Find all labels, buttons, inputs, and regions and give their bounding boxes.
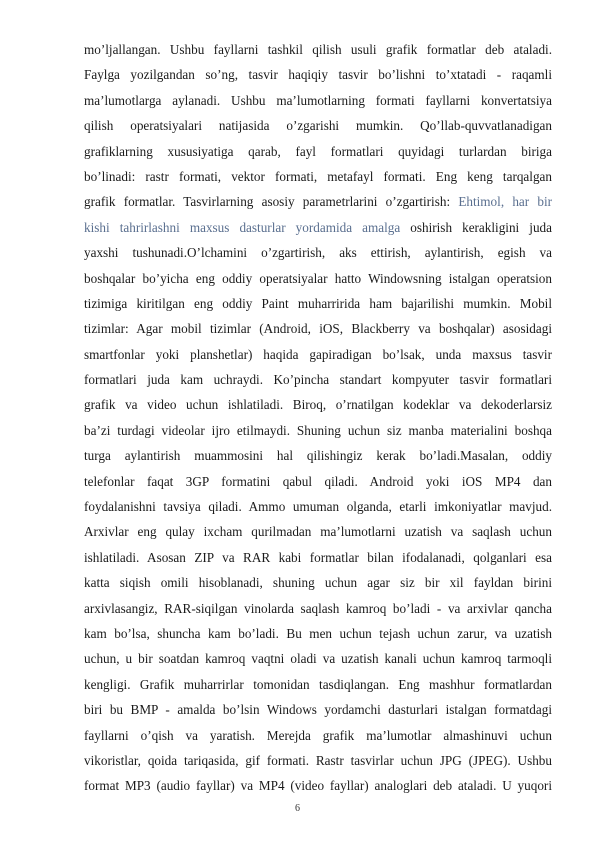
text-line: qilish operatsiyalari natijasida o’zgarishi mumkin. Qo’llab-quvvatlanadigan xyxy=(84,118,552,134)
text-line: biri bu BMP - amalda bo’lsin Windows yordamchi dasturlari istalgan formatdagi xyxy=(84,702,552,718)
text-line: tizimlar: Agar mobil tizimlar (Android, iOS, Blackberry va boshqalar) asosidagi xyxy=(84,321,552,337)
text-line: mo’ljallangan. Ushbu fayllarni tashkil qilish usuli grafik formatlar deb ataladi. xyxy=(84,42,552,57)
text-line: katta siqish omili hisoblanadi, shuning uchun agar siz bir xil fayldan birini xyxy=(84,575,552,591)
highlighted-text: Ehtimol, har bir xyxy=(450,194,553,210)
text-line: boshqalar bo’yicha eng oddiy operatsiyalar hatto Windowsning istalgan operatsion xyxy=(84,270,552,286)
text-line: tizimiga kiritilgan eng oddiy Paint muharririda ham bajarilishi mumkin. Mobil xyxy=(84,295,552,311)
text-line: smartfonlar yoki planshetlar) haqida gapiradigan bo’lsak, unda maxsus tasvir xyxy=(84,346,552,362)
text-line: grafik va video uchun ishlatiladi. Biroq, o’rnatilgan kodeklar va dekoderlarsiz xyxy=(84,397,552,413)
text-line: vikoristlar, qoida tariqasida, gif formati. Rastr tasvirlar uchun JPG (JPEG). Ushbu xyxy=(84,752,552,768)
page-number: 6 xyxy=(295,803,300,814)
text-line: grafiklarning xususiyatiga qarab, fayl formatlari quyidagi turlardan biriga xyxy=(84,143,552,159)
highlighted-text: kishi tahrirlashni maxsus dasturlar yordamida amalga xyxy=(84,219,401,235)
text-line: foydalanishni tavsiya qiladi. Ammo umuman olganda, etarli imkoniyatlar mavjud. xyxy=(84,499,552,515)
text-line: ma’lumotlarga aylanadi. Ushbu ma’lumotlarning formati fayllarni konvertatsiya xyxy=(84,92,552,108)
text-line: uchun, u bir soatdan kamroq vaqtni oladi va uzatish kanali uchun kamroq tarmoqli xyxy=(84,651,552,667)
text-line: yaxshi tushunadi.O’lchamini o’zgartirish, aks ettirish, aylantirish, egish va xyxy=(84,245,552,261)
text-line: formatlari juda kam uchraydi. Ko’pincha standart kompyuter tasvir formatlari xyxy=(84,372,552,388)
text-line: telefonlar faqat 3GP formatini qabul qiladi. Android yoki iOS MP4 dan xyxy=(84,473,552,489)
text-line: kam bo’lsa, shuncha kam bo’ladi. Bu men uchun tejash uchun zarur, va uzatish xyxy=(84,625,552,641)
text-line: ishlatiladi. Asosan ZIP va RAR kabi formatlar bilan ifodalanadi, qolganlari esa xyxy=(84,549,552,565)
text-line: Arxivlar eng qulay ixcham qurilmadan ma’lumotlarni uzatish va saqlash uchun xyxy=(84,524,552,540)
text-line: ba’zi turdagi videolar ijro etilmaydi. Shuning uchun siz manba materialini boshqa xyxy=(84,422,552,438)
text-line: arxivlasangiz, RAR-siqilgan vinolarda saqlash kamroq bo’ladi - va arxivlar qancha xyxy=(84,600,552,616)
text-line: turga aylantirish muammosini hal qilishingiz kerak bo’ladi.Masalan, oddiy xyxy=(84,448,552,464)
text-line: format MP3 (audio fayllar) va MP4 (video fayllar) analoglari deb ataladi. U yuqori xyxy=(84,778,552,794)
text-line-mixed xyxy=(84,215,552,240)
text-line: kengligi. Grafik muharrirlar tomonidan tasdiqlangan. Eng mashhur formatlardan xyxy=(84,676,552,692)
text-line: Faylga yozilgandan so’ng, tasvir haqiqiy tasvir bo’lishni to’xtatadi - raqamli xyxy=(84,67,552,83)
text-line: bo’linadi: rastr formati, vektor formati, metafayl formati. Eng keng tarqalgan xyxy=(84,168,552,184)
text-line-mixed xyxy=(84,189,552,214)
text-segment: oshirish kerakligini juda xyxy=(400,219,552,235)
text-segment: grafik formatlar. Tasvirlarning asosiy parametrlarini o’zgartirish: xyxy=(84,194,451,210)
body-text xyxy=(84,37,552,799)
text-line: fayllarni o’qish va yaratish. Merejda grafik ma’lumotlar almashinuvi uchun xyxy=(84,727,552,743)
